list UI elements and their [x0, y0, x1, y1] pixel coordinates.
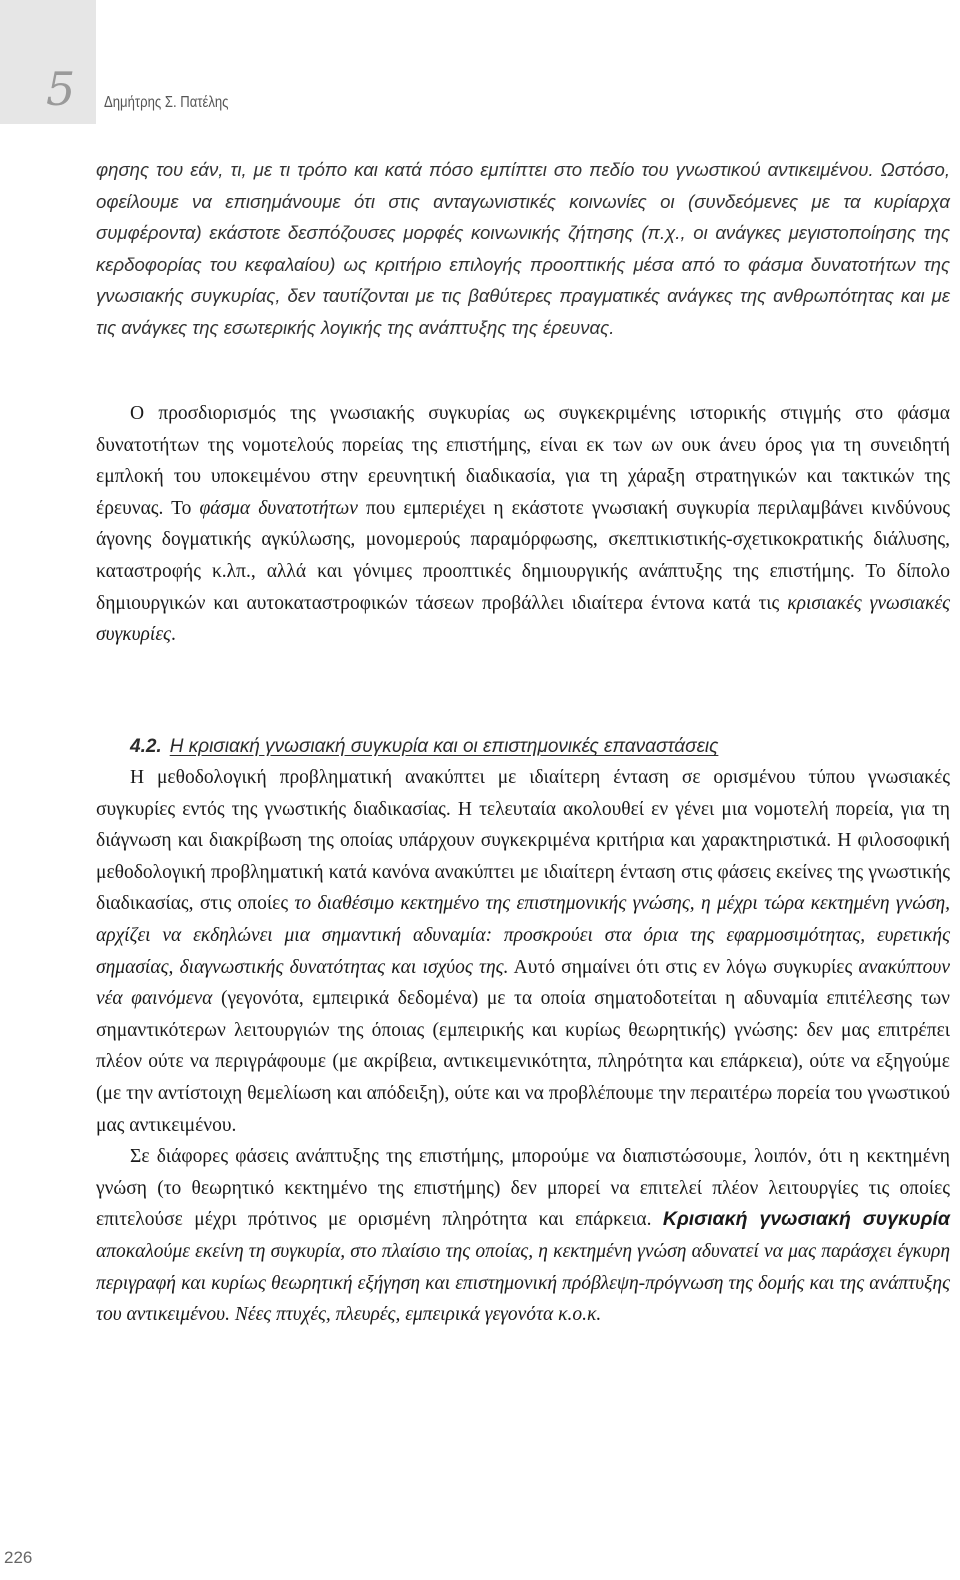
p2-b: το διαθέσιμο κεκτημένο της επιστημονικής γνώσης, η μέχρι τώρα κεκτημένη γνώση, αρχίζει να εκδηλώνει μια σημαντική αδυναμία: προσκρούει στα όρια της εφαρμοσιμότητας, ευρετικής σημασίας, διαγνωστικής δυνατότητας και ισχύος της. [96, 893, 950, 978]
section-number: 4.2. [130, 736, 162, 757]
running-header-author: Δημήτρης Σ. Πατέλης [104, 94, 229, 111]
page-number: 226 [4, 1548, 33, 1567]
paragraph-1-text [96, 398, 950, 651]
intro-paragraph [96, 154, 950, 344]
p1-b: φάσμα δυνατοτήτων [199, 497, 358, 519]
p1-c: που εμπεριέχει η εκάστοτε γνωσιακή συγκυρία περιλαμβάνει κινδύνους άγονης δογματικής αγκύλωσης, μονομερούς παραμόρφωσης, σκεπτικιστικής-σχετικοκρατικής διάλυσης, καταστροφής κ.λπ., αλλά και γόνιμες προοπτικές δημιουργικής ανάπτυξης της επιστήμης. Το δίπολο δημιουργικών και αυτοκαταστροφικών τάσεων προβάλλει ιδιαίτερα έντονα κατά τις [96, 497, 950, 614]
section-heading [130, 736, 718, 758]
p2-d: ανακύπτουν νέα φαινόμενα [96, 956, 951, 1010]
paragraph-2 [96, 762, 950, 1331]
p1-e: . [170, 624, 176, 646]
section-title: Η κρισιακή γνωσιακή συγκυρία και οι επιστημονικές επαναστάσεις [169, 736, 719, 757]
chapter-number: 5 [46, 62, 76, 116]
paragraph-1 [96, 398, 950, 651]
paragraph-3-text [96, 1141, 950, 1331]
intro-text: φησης του εάν, τι, με τι τρόπο και κατά πόσο εμπίπτει στο πεδίο του γνωστικού αντικειμένου. Ωστόσο, οφείλουμε να επισημάνουμε ότι στις ανταγωνιστικές κοινωνίες οι (συνδεόμενες με τα κυρίαρχα συμφέροντα) εκάστοτε δεσπόζουσες μορφές κοινωνικής ζήτησης (π.χ., οι ανάγκες μεγιστοποίησης της κερδοφορίας του κεφαλαίου) ως κριτήριο επιλογής προοπτικής μέσα από το φάσμα δυνατοτήτων της γνωσιακής συγκυρίας, δεν ταυτίζονται με τις βαθύτερες πραγματικές ανάγκες της ανθρωπότητας και με τις ανάγκες της εσωτερικής λογικής της ανάπτυξης της έρευνας. [96, 159, 950, 338]
p3-c: αποκαλούμε εκείνη τη συγκυρία, στο πλαίσιο της οποίας, η κεκτημένη γνώση αδυνατεί να μας παράσχει έγκυρη περιγραφή και κυρίως θεωρητική εξήγηση και επιστημονική πρόβλεψη-πρόγνωση της δομής και της ανάπτυξης του αντικειμένου. Νέες πτυχές, πλευρές, εμπειρικά γεγονότα κ.ο.κ. [96, 1240, 950, 1326]
p1-d: κρισιακές γνωσιακές συγκυρίες [96, 592, 950, 646]
paragraph-2-text [96, 762, 950, 1141]
p2-e: (γεγονότα, εμπειρικά δεδομένα) με τα οποία σηματοδοτείται η αδυναμία επιτέλεσης των σημαντικότερων λειτουργιών της όποιας (εμπειρικής και κυρίως θεωρητικής) γνώσης: δεν μας επιτρέπει πλέον ούτε να περιγράφουμε (με ακρίβεια, αντικειμενικότητα, πληρότητα και επάρκεια), ούτε να εξηγούμε (με την αντίστοιχη θεμελίωση και απόδειξη), ούτε και να προβλέπουμε την περαιτέρω πορεία του γνωστικού μας αντικειμένου. [96, 988, 950, 1136]
p3-b: Κρισιακή γνωσιακή συγκυρία [662, 1208, 950, 1231]
p3-a: Σε διάφορες φάσεις ανάπτυξης της επιστήμης, μπορούμε να διαπιστώσουμε, λοιπόν, ότι η κεκτημένη γνώση (το θεωρητικό κεκτημένο της επιστήμης) δεν μπορεί να επιτελεί πλέον λειτουργίες τις οποίες επιτελούσε μέχρι πρότινος με ορισμένη πληρότητα και επάρκεια. [96, 1146, 950, 1231]
p2-a: Η μεθοδολογική προβληματική ανακύπτει με ιδιαίτερη ένταση σε ορισμένου τύπου γνωσιακές συγκυρίες εντός της γνωστικής διαδικασίας. Η τελευταία ακολουθεί εν γένει μια νομοτελή πορεία, για τη διάγνωση και διακρίβωση της οποίας υπάρχουν συγκεκριμένα κριτήρια και χαρακτηριστικά. Η φιλοσοφική μεθοδολογική προβληματική κατά κανόνα ανακύπτει με ιδιαίτερη ένταση στις φάσεις εκείνες της γνωστικής διαδικασίας, στις οποίες [96, 767, 950, 915]
p2-c: Αυτό σημαίνει ότι στις εν λόγω συγκυρίες [508, 956, 859, 978]
p1-a: Ο προσδιορισμός της γνωσιακής συγκυρίας ως συγκεκριμένης ιστορικής στιγμής στο φάσμα δυνατοτήτων της νομοτελούς πορείας της επιστήμης, είναι εκ των ων ουκ άνευ όρος για τη συνειδητή εμπλοκή του υποκειμένου στην ερευνητική διαδικασία, για τη χάραξη στρατηγικών και τακτικών της έρευνας. Το [96, 403, 950, 519]
